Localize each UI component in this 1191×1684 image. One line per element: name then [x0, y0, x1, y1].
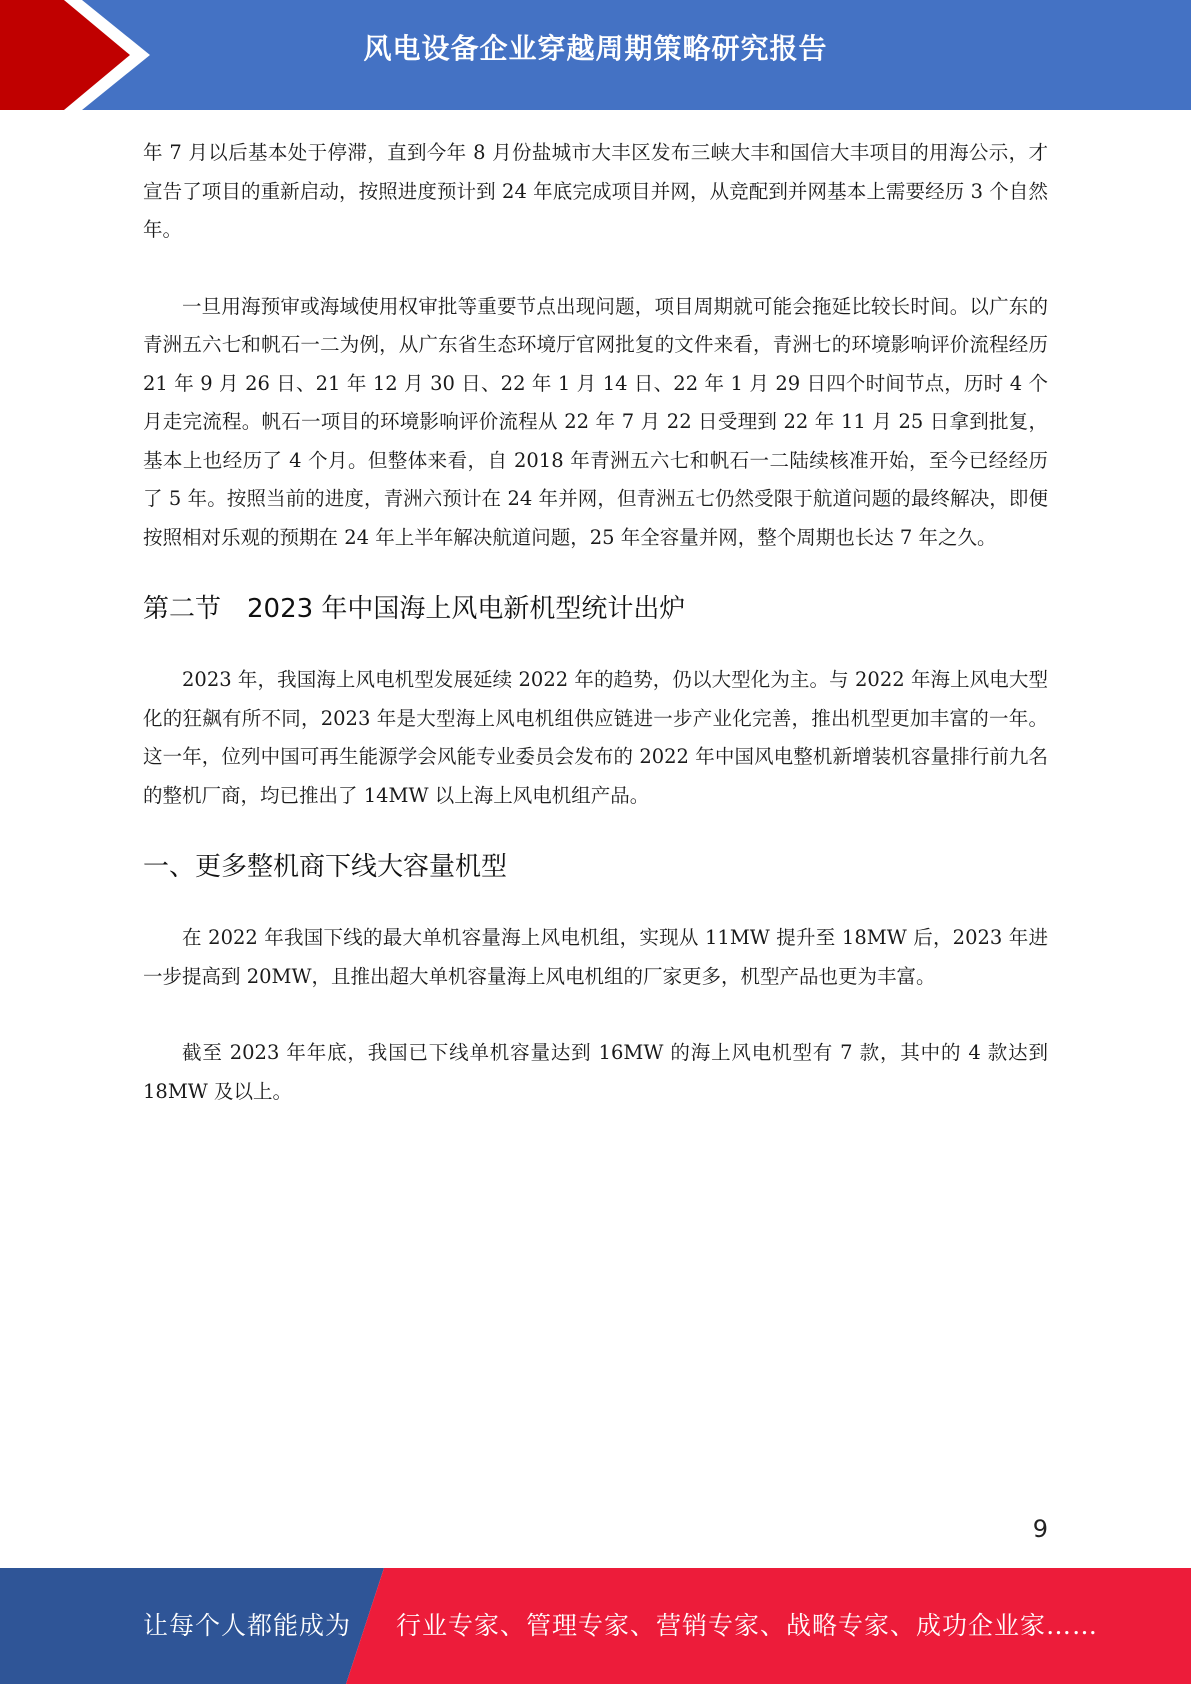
paragraph-capacity-increase: 在 2022 年我国下线的最大单机容量海上风电机组，实现从 11MW 提升至 18MW 后，2023 年进一步提高到 20MW，且推出超大单机容量海上风电机组的厂家更多，机型产品也更为丰富。 — [143, 926, 1048, 988]
paragraph-guangdong-example: 一旦用海预审或海域使用权审批等重要节点出现问题，项目周期就可能会拖延比较长时间。以广东的青洲五六七和帆石一二为例，从广东省生态环境厅官网批复的文件来看，青洲七的环境影响评价流程经历 21 年 9 月 26 日、21 年 12 月 30 日、22 年 1 月 14 日、22 年 1 月 29 日四个时间节点，历时 4 个月走完流程。帆石一项目的环境影响评价流程从 22 年 7 月 22 日受理到 22 年 11 月 25 日拿到批复，基本上也经历了 4 个月。但整体来看，自 2018 年青洲五六七和帆石一二陆续核准开始，至今已经经历了 5 年。按照当前的进度，青洲六预计在 24 年并网，但青洲五七仍然受限于航道问题的最终解决，即便按照相对乐观的预期在 24 年上半年解决航道问题，25 年全容量并网，整个周期也长达 7 年之久。 — [143, 294, 1048, 549]
report-title: 风电设备企业穿越周期策略研究报告 — [363, 32, 828, 65]
paragraph-2023-overview: 2023 年，我国海上风电机型发展延续 2022 年的趋势，仍以大型化为主。与 2022 年海上风电大型化的狂飙有所不同，2023 年是大型海上风电机组供应链进一步产业化完善，推出机型更加丰富的一年。这一年，位列中国可再生能源学会风能专业委员会发布的 2022 年中国风电整机新增装机容量排行前九名的整机厂商，均已推出了 14MW 以上海上风电机组产品。 — [143, 668, 1048, 807]
footer-slogan-right: 行业专家、管理专家、营销专家、战略专家、成功企业家…… — [396, 1611, 1099, 1640]
subsection-title: 一、更多整机商下线大容量机型 — [143, 852, 508, 882]
page-header — [0, 0, 1191, 110]
page-content — [143, 134, 1048, 1111]
paragraph-continuation: 年 7 月以后基本处于停滞，直到今年 8 月份盐城市大丰区发布三峡大丰和国信大丰项目的用海公示，才宣告了项目的重新启动，按照进度预计到 24 年底完成项目并网，从竞配到并网基本上需要经历 3 个自然年。 — [143, 141, 1048, 241]
page-footer — [0, 1568, 1191, 1684]
paragraph-2023-year-end: 截至 2023 年年底，我国已下线单机容量达到 16MW 的海上风电机型有 7 款，其中的 4 款达到 18MW 及以上。 — [143, 1041, 1048, 1103]
section-title: 第二节 2023 年中国海上风电新机型统计出炉 — [143, 594, 686, 624]
page-number: 9 — [1032, 1515, 1048, 1543]
footer-slogan-left: 让每个人都能成为 — [143, 1611, 352, 1640]
